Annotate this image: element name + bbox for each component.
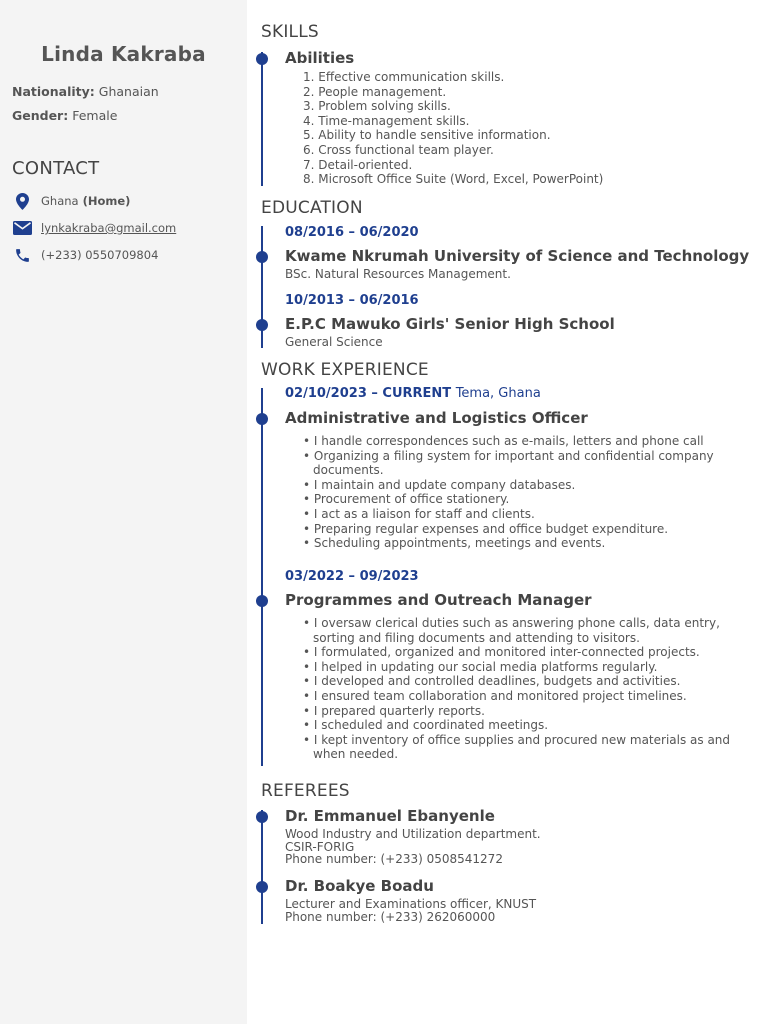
referee-line: Phone number: (+233) 262060000 (285, 909, 496, 924)
skill-item: 7. Detail-oriented. (303, 157, 413, 172)
work-title: Programmes and Outreach Manager (285, 591, 592, 609)
work-heading: WORK EXPERIENCE (261, 360, 429, 380)
email-link[interactable]: lynkakraba@gmail.com (41, 221, 177, 235)
skill-item: 1. Effective communication skills. (303, 70, 505, 84)
skill-item: 4. Time-management skills. (303, 113, 470, 128)
work-duties-list (303, 434, 733, 551)
referee-line: Lecturer and Examinations officer, KNUST (285, 897, 537, 911)
work-location: Tema, Ghana (455, 386, 541, 401)
work-date-range: 02/10/2023 – CURRENT (285, 386, 452, 401)
timeline-dot (256, 811, 268, 823)
duty-item: • I handle correspondences such as e-mails, letters and phone call (303, 434, 733, 449)
education-heading: EDUCATION (261, 198, 363, 218)
skill-item: 8. Microsoft Office Suite (Word, Excel, PowerPoint) (303, 172, 604, 187)
referee-line: CSIR-FORIG (285, 839, 355, 854)
timeline-dot (256, 595, 268, 607)
skill-item: 2. People management. (303, 84, 447, 99)
skill-item: 6. Cross functional team player. (303, 142, 494, 157)
referee-line: Wood Industry and Utilization department. (285, 827, 541, 841)
education-detail: BSc. Natural Resources Management. (285, 267, 511, 281)
duty-item: • I developed and controlled deadlines, budgets and activities. (303, 674, 733, 689)
timeline-dot (256, 53, 268, 65)
referee-name: Dr. Emmanuel Ebanyenle (285, 807, 495, 825)
duty-item: • Preparing regular expenses and office budget expenditure. (303, 522, 733, 537)
education-detail: General Science (285, 335, 383, 349)
duty-item: • I prepared quarterly reports. (303, 704, 733, 719)
duty-item: • I oversaw clerical duties such as answering phone calls, data entry, sorting and filing documents and attending to visitors. (303, 616, 733, 645)
work-timeline (261, 388, 263, 766)
education-title: E.P.C Mawuko Girls' Senior High School (285, 315, 615, 333)
duty-item: • I maintain and update company databases. (303, 478, 733, 493)
work-duties-list (303, 616, 733, 762)
education-title: Kwame Nkrumah University of Science and Technology (285, 247, 750, 265)
duty-item: • I scheduled and coordinated meetings. (303, 718, 733, 733)
gender-label: Gender: (12, 108, 69, 123)
duty-item: • I act as a liaison for staff and clients. (303, 507, 733, 522)
referees-heading: REFEREES (261, 781, 350, 801)
gender-value: Female (72, 108, 118, 123)
duty-item: • I helped in updating our social media platforms regularly. (303, 660, 733, 675)
duty-item: • I formulated, organized and monitored inter-connected projects. (303, 645, 733, 660)
referee-name: Dr. Boakye Boadu (285, 877, 434, 895)
timeline-dot (256, 881, 268, 893)
duty-item: • I kept inventory of office supplies and procured new materials as and when needed. (303, 733, 733, 762)
location-tag: (Home) (82, 194, 131, 208)
work-date (285, 386, 541, 401)
timeline-dot (256, 319, 268, 331)
skill-item: 5. Ability to handle sensitive information. (303, 128, 551, 143)
skill-item: 3. Problem solving skills. (303, 99, 451, 114)
duty-item: • Organizing a filing system for important and confidential company documents. (303, 449, 733, 478)
nationality-label: Nationality: (12, 84, 95, 99)
timeline-dot (256, 251, 268, 263)
skills-heading: SKILLS (261, 22, 319, 42)
referee-line: Phone number: (+233) 0508541272 (285, 852, 503, 867)
candidate-name: Linda Kakraba (41, 42, 206, 66)
phone-text: (+233) 0550709804 (41, 248, 159, 262)
nationality-value: Ghanaian (98, 84, 159, 99)
location-text: Ghana (41, 194, 79, 208)
duty-item: • I ensured team collaboration and monitored project timelines. (303, 689, 733, 704)
contact-heading: CONTACT (12, 158, 100, 179)
work-date: 03/2022 – 09/2023 (285, 569, 419, 584)
duty-item: • Procurement of office stationery. (303, 492, 733, 507)
education-date: 10/2013 – 06/2016 (285, 293, 419, 308)
timeline-dot (256, 413, 268, 425)
referees-timeline (261, 810, 263, 924)
skills-timeline (261, 52, 263, 186)
skills-list (303, 70, 733, 187)
duty-item: • Scheduling appointments, meetings and events. (303, 536, 733, 551)
education-date: 08/2016 – 06/2020 (285, 225, 419, 240)
skills-title: Abilities (285, 49, 355, 67)
work-title: Administrative and Logistics Officer (285, 409, 588, 427)
